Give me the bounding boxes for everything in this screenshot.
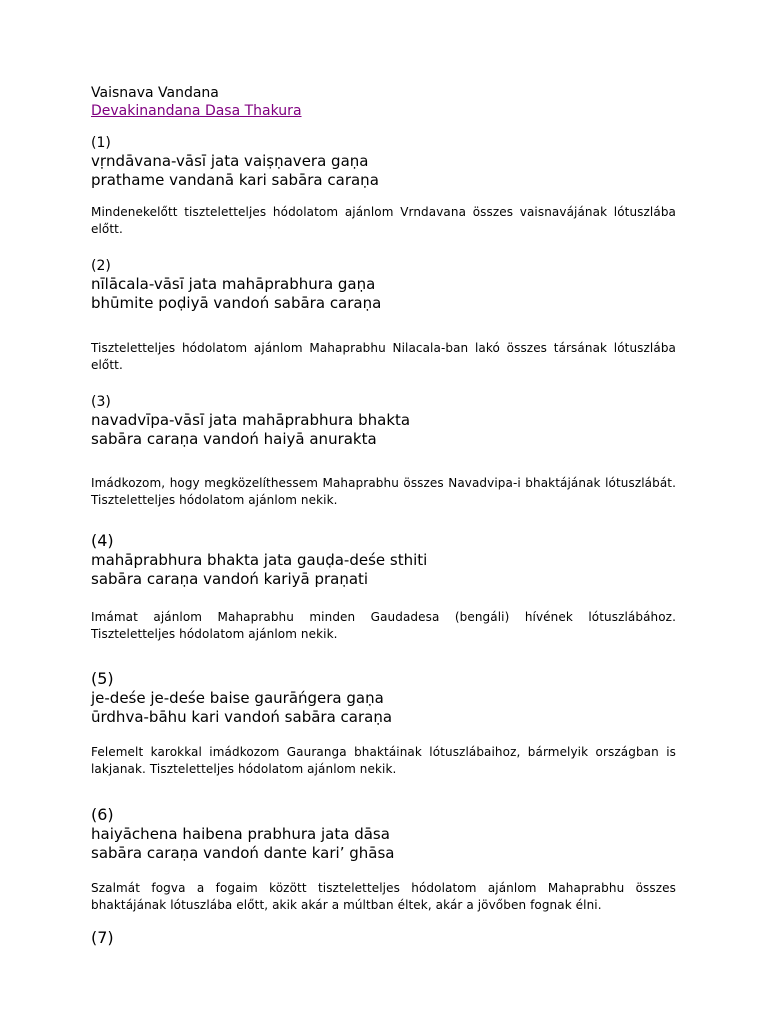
verse-number: (3) xyxy=(91,394,111,410)
verse-line: sabāra caraṇa vandoń kariyā praṇati xyxy=(91,570,369,588)
verse-translation: Mindenekelőtt tiszteletteljes hódolatom ajánlom Vrndavana összes vaisnavájának lótuszlába előtt. xyxy=(91,205,676,236)
verse-number: (5) xyxy=(91,669,114,688)
verse-line: vṛndāvana-vāsī jata vaiṣṇavera gaṇa xyxy=(91,152,369,170)
verse-line: ūrdhva-bāhu kari vandoń sabāra caraṇa xyxy=(91,708,393,726)
document-page xyxy=(91,84,676,948)
verse-line: sabāra caraṇa vandoń haiyā anurakta xyxy=(91,430,377,448)
verse-line: bhūmite poḍiyā vandoń sabāra caraṇa xyxy=(91,294,382,312)
verse-translation: Imámat ajánlom Mahaprabhu minden Gaudadesa (bengáli) hívének lótuszlábához. Tiszteletteljes hódolatom ajánlom nekik. xyxy=(91,610,676,641)
verse-line: haiyāchena haibena prabhura jata dāsa xyxy=(91,825,390,843)
verse-translation: Tiszteletteljes hódolatom ajánlom Mahaprabhu Nilacala-ban lakó összes társának lótuszlába előtt. xyxy=(91,341,676,372)
document-title: Vaisnava Vandana xyxy=(91,85,219,101)
verse-line: je-deśe je-deśe baise gaurāńgera gaṇa xyxy=(91,689,384,707)
verse-line: navadvīpa-vāsī jata mahāprabhura bhakta xyxy=(91,411,411,429)
verse-number: (4) xyxy=(91,531,114,550)
verse-number: (7) xyxy=(91,928,114,947)
author-link[interactable]: Devakinandana Dasa Thakura xyxy=(91,103,302,119)
verse-number: (6) xyxy=(91,805,114,824)
verse-line: sabāra caraṇa vandoń dante kari’ ghāsa xyxy=(91,844,395,862)
verse-translation: Imádkozom, hogy megközelíthessem Mahaprabhu összes Navadvipa-i bhaktájának lótuszlábát. Tiszteletteljes hódolatom ajánlom nekik. xyxy=(91,476,676,507)
verse-translation: Szalmát fogva a fogaim között tiszteletteljes hódolatom ajánlom Mahaprabhu összes bhaktájának lótuszlába előtt, akik akár a múltban éltek, akár a jövőben fognak élni. xyxy=(91,881,676,912)
verse-translation: Felemelt karokkal imádkozom Gauranga bhaktáinak lótuszlábaihoz, bármelyik országban is lakjanak. Tiszteletteljes hódolatom ajánlom nekik. xyxy=(91,745,676,776)
verse-line: prathame vandanā kari sabāra caraṇa xyxy=(91,171,379,189)
verse-line: mahāprabhura bhakta jata gauḍa-deśe sthiti xyxy=(91,551,428,569)
verse-number: (1) xyxy=(91,135,111,151)
verse-line: nīlācala-vāsī jata mahāprabhura gaṇa xyxy=(91,275,376,293)
verse-number: (2) xyxy=(91,258,111,274)
